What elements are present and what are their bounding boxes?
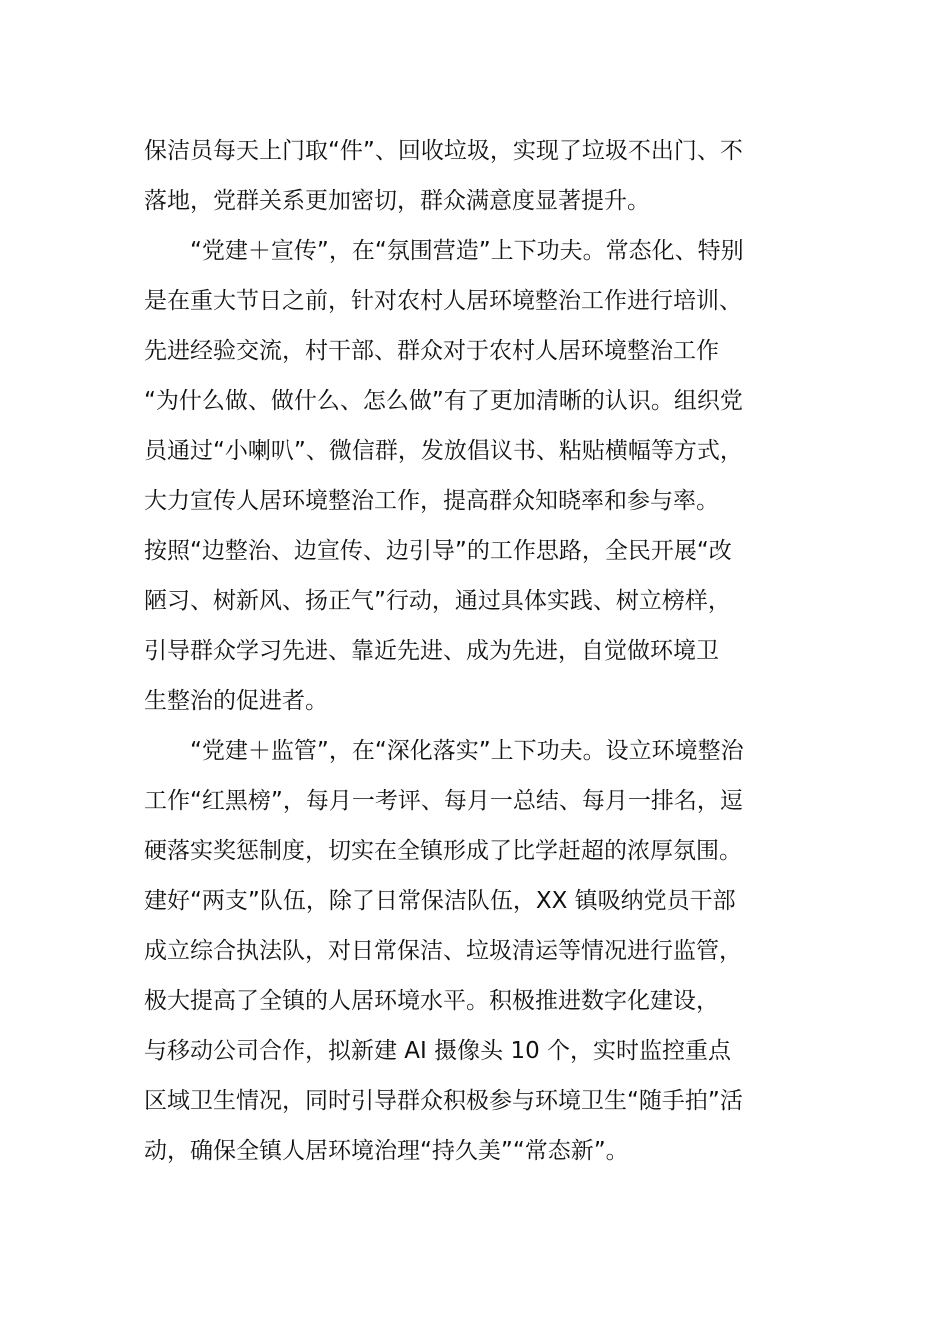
text-line-15: 硬落实奖惩制度，切实在全镇形成了比学赶超的浓厚氛围。 bbox=[144, 838, 742, 864]
text-line-12: 生整治的促进者。 bbox=[144, 688, 328, 714]
text-line-20: 区域卫生情况，同时引导群众积极参与环境卫生“随手拍”活 bbox=[144, 1088, 743, 1114]
text-line-6: “为什么做、做什么、怎么做”有了更加清晰的认识。组织党 bbox=[144, 388, 743, 414]
text-line-13: “党建＋监管”，在“深化落实”上下功夫。设立环境整治 bbox=[190, 738, 744, 764]
text-line-21: 动，确保全镇人居环境治理“持久美”“常态新”。 bbox=[144, 1138, 629, 1164]
text-line-11: 引导群众学习先进、靠近先进、成为先进，自觉做环境卫 bbox=[144, 638, 719, 664]
text-line-9: 按照“边整治、边宣传、边引导”的工作思路，全民开展“改 bbox=[144, 538, 732, 564]
document-body bbox=[144, 126, 814, 1176]
text-line-2: 落地，党群关系更加密切，群众满意度显著提升。 bbox=[144, 188, 650, 214]
text-line-4: 是在重大节日之前，针对农村人居环境整治工作进行培训、 bbox=[144, 288, 742, 314]
text-line-1: 保洁员每天上门取“件”、回收垃圾，实现了垃圾不出门、不 bbox=[144, 138, 743, 164]
text-line-17: 成立综合执法队，对日常保洁、垃圾清运等情况进行监管， bbox=[144, 938, 742, 964]
text-line-8: 大力宣传人居环境整治工作，提高群众知晓率和参与率。 bbox=[144, 488, 719, 514]
text-line-19: 与移动公司合作，拟新建 AI 摄像头 10 个，实时监控重点 bbox=[144, 1038, 732, 1064]
text-line-5: 先进经验交流，村干部、群众对于农村人居环境整治工作 bbox=[144, 338, 719, 364]
text-line-10: 陋习、树新风、扬正气”行动，通过具体实践、树立榜样， bbox=[144, 588, 731, 614]
text-line-18: 极大提高了全镇的人居环境水平。积极推进数字化建设， bbox=[144, 988, 719, 1014]
text-line-16: 建好“两支”队伍，除了日常保洁队伍，XX 镇吸纳党员干部 bbox=[144, 888, 736, 914]
text-line-14: 工作“红黑榜”，每月一考评、每月一总结、每月一排名，逗 bbox=[144, 788, 743, 814]
text-line-7: 员通过“小喇叭”、微信群，发放倡议书、粘贴横幅等方式， bbox=[144, 438, 743, 464]
text-line-3: “党建＋宣传”，在“氛围营造”上下功夫。常态化、特别 bbox=[190, 238, 744, 264]
